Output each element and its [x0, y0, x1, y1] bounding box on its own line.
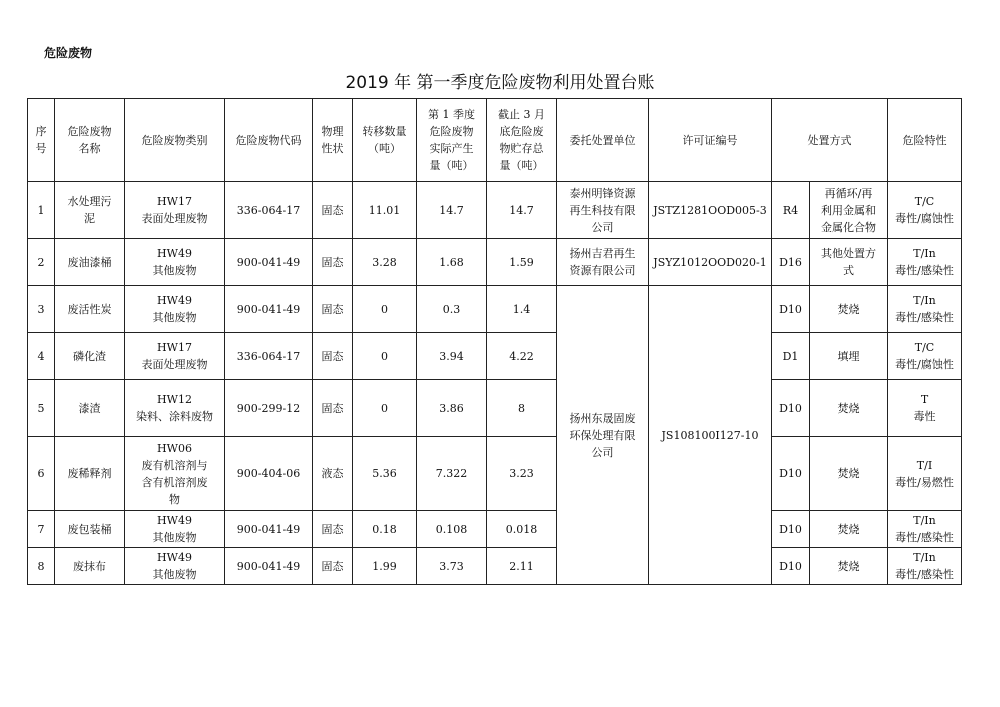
cell-license: JS108100I127-10: [649, 286, 772, 585]
cell-hazard: T/In 毒性/感染性: [888, 239, 962, 286]
table-row: [28, 511, 962, 548]
cell-code: 336-064-17: [225, 333, 313, 380]
table-row: [28, 239, 962, 286]
cell-hazard: T/C 毒性/腐蚀性: [888, 182, 962, 239]
cell-transfer: 0.18: [353, 511, 417, 548]
cell-name: 废抹布: [55, 548, 125, 585]
cell-transfer: 11.01: [353, 182, 417, 239]
cell-form: 固态: [313, 511, 353, 548]
cell-hazard: T/I 毒性/易燃性: [888, 437, 962, 511]
ledger-body: [28, 182, 962, 585]
cell-generated: 3.94: [417, 333, 487, 380]
cell-method-desc: 焚烧: [810, 511, 888, 548]
cell-method-code: D10: [772, 286, 810, 333]
table-row: [28, 437, 962, 511]
cell-category: HW49 其他废物: [125, 511, 225, 548]
cell-form: 固态: [313, 286, 353, 333]
cell-no: 2: [28, 239, 55, 286]
cell-code: 900-041-49: [225, 511, 313, 548]
header-license: 许可证编号: [649, 99, 772, 182]
cell-method-desc: 焚烧: [810, 286, 888, 333]
cell-category: HW12 染料、涂料废物: [125, 380, 225, 437]
cell-license: JSTZ1281OOD005-3: [649, 182, 772, 239]
cell-code: 900-041-49: [225, 239, 313, 286]
cell-no: 7: [28, 511, 55, 548]
header-row: [28, 99, 962, 182]
cell-no: 5: [28, 380, 55, 437]
cell-name: 废包装桶: [55, 511, 125, 548]
cell-method-code: D10: [772, 380, 810, 437]
header-category: 危险废物类别: [125, 99, 225, 182]
cell-no: 6: [28, 437, 55, 511]
cell-no: 8: [28, 548, 55, 585]
page-title: 2019 年 第一季度危险废物利用处置台账: [345, 73, 655, 93]
waste-ledger-table: [27, 98, 962, 585]
table-row: [28, 333, 962, 380]
cell-method-desc: 焚烧: [810, 437, 888, 511]
cell-method-code: D10: [772, 437, 810, 511]
cell-no: 1: [28, 182, 55, 239]
cell-form: 固态: [313, 182, 353, 239]
cell-generated: 7.322: [417, 437, 487, 511]
cell-unit: 扬州吉君再生 资源有限公司: [557, 239, 649, 286]
cell-method-code: R4: [772, 182, 810, 239]
cell-transfer: 3.28: [353, 239, 417, 286]
cell-category: HW17 表面处理废物: [125, 182, 225, 239]
cell-generated: 0.108: [417, 511, 487, 548]
cell-transfer: 0: [353, 380, 417, 437]
cell-stock: 14.7: [487, 182, 557, 239]
cell-category: HW49 其他废物: [125, 239, 225, 286]
cell-code: 336-064-17: [225, 182, 313, 239]
cell-method-desc: 焚烧: [810, 548, 888, 585]
header-no: 序 号: [28, 99, 55, 182]
cell-stock: 4.22: [487, 333, 557, 380]
cell-stock: 3.23: [487, 437, 557, 511]
cell-method-desc: 其他处置方 式: [810, 239, 888, 286]
header-name: 危险废物 名称: [55, 99, 125, 182]
cell-code: 900-041-49: [225, 286, 313, 333]
cell-category: HW49 其他废物: [125, 548, 225, 585]
cell-form: 液态: [313, 437, 353, 511]
cell-transfer: 5.36: [353, 437, 417, 511]
header-method: 处置方式: [772, 99, 888, 182]
cell-transfer: 0: [353, 286, 417, 333]
header-generated: 第 1 季度 危险废物 实际产生 量（吨）: [417, 99, 487, 182]
cell-method-desc: 焚烧: [810, 380, 888, 437]
cell-stock: 0.018: [487, 511, 557, 548]
cell-method-desc: 再循环/再 利用金属和 金属化合物: [810, 182, 888, 239]
header-unit: 委托处置单位: [557, 99, 649, 182]
cell-method-desc: 填埋: [810, 333, 888, 380]
cell-name: 废稀释剂: [55, 437, 125, 511]
cell-form: 固态: [313, 380, 353, 437]
table-row: [28, 548, 962, 585]
cell-category: HW17 表面处理废物: [125, 333, 225, 380]
cell-method-code: D10: [772, 548, 810, 585]
cell-stock: 8: [487, 380, 557, 437]
cell-form: 固态: [313, 333, 353, 380]
cell-name: 磷化渣: [55, 333, 125, 380]
cell-unit: 泰州明锋资源 再生科技有限 公司: [557, 182, 649, 239]
cell-category: HW49 其他废物: [125, 286, 225, 333]
header-hazard: 危险特性: [888, 99, 962, 182]
cell-hazard: T/In 毒性/感染性: [888, 286, 962, 333]
cell-generated: 3.73: [417, 548, 487, 585]
header-transfer: 转移数量 （吨）: [353, 99, 417, 182]
cell-name: 废油漆桶: [55, 239, 125, 286]
cell-unit: 扬州东晟固废 环保处理有限 公司: [557, 286, 649, 585]
cell-stock: 1.4: [487, 286, 557, 333]
cell-method-code: D10: [772, 511, 810, 548]
cell-name: 废活性炭: [55, 286, 125, 333]
section-label: 危险废物: [44, 46, 93, 60]
cell-hazard: T/In 毒性/感染性: [888, 548, 962, 585]
header-code: 危险废物代码: [225, 99, 313, 182]
cell-generated: 3.86: [417, 380, 487, 437]
cell-hazard: T/C 毒性/腐蚀性: [888, 333, 962, 380]
cell-method-code: D16: [772, 239, 810, 286]
cell-stock: 1.59: [487, 239, 557, 286]
cell-name: 漆渣: [55, 380, 125, 437]
cell-hazard: T/In 毒性/感染性: [888, 511, 962, 548]
cell-method-code: D1: [772, 333, 810, 380]
cell-form: 固态: [313, 548, 353, 585]
cell-generated: 1.68: [417, 239, 487, 286]
table-row: [28, 182, 962, 239]
header-form: 物理 性状: [313, 99, 353, 182]
cell-code: 900-299-12: [225, 380, 313, 437]
cell-code: 900-041-49: [225, 548, 313, 585]
cell-transfer: 0: [353, 333, 417, 380]
cell-generated: 0.3: [417, 286, 487, 333]
table-row: [28, 380, 962, 437]
cell-form: 固态: [313, 239, 353, 286]
header-stock: 截止 3 月 底危险废 物贮存总 量（吨）: [487, 99, 557, 182]
cell-hazard: T 毒性: [888, 380, 962, 437]
cell-category: HW06 废有机溶剂与 含有机溶剂废 物: [125, 437, 225, 511]
cell-no: 4: [28, 333, 55, 380]
cell-code: 900-404-06: [225, 437, 313, 511]
cell-no: 3: [28, 286, 55, 333]
cell-stock: 2.11: [487, 548, 557, 585]
cell-generated: 14.7: [417, 182, 487, 239]
cell-transfer: 1.99: [353, 548, 417, 585]
cell-license: JSYZ1012OOD020-1: [649, 239, 772, 286]
table-row: [28, 286, 962, 333]
cell-name: 水处理污 泥: [55, 182, 125, 239]
